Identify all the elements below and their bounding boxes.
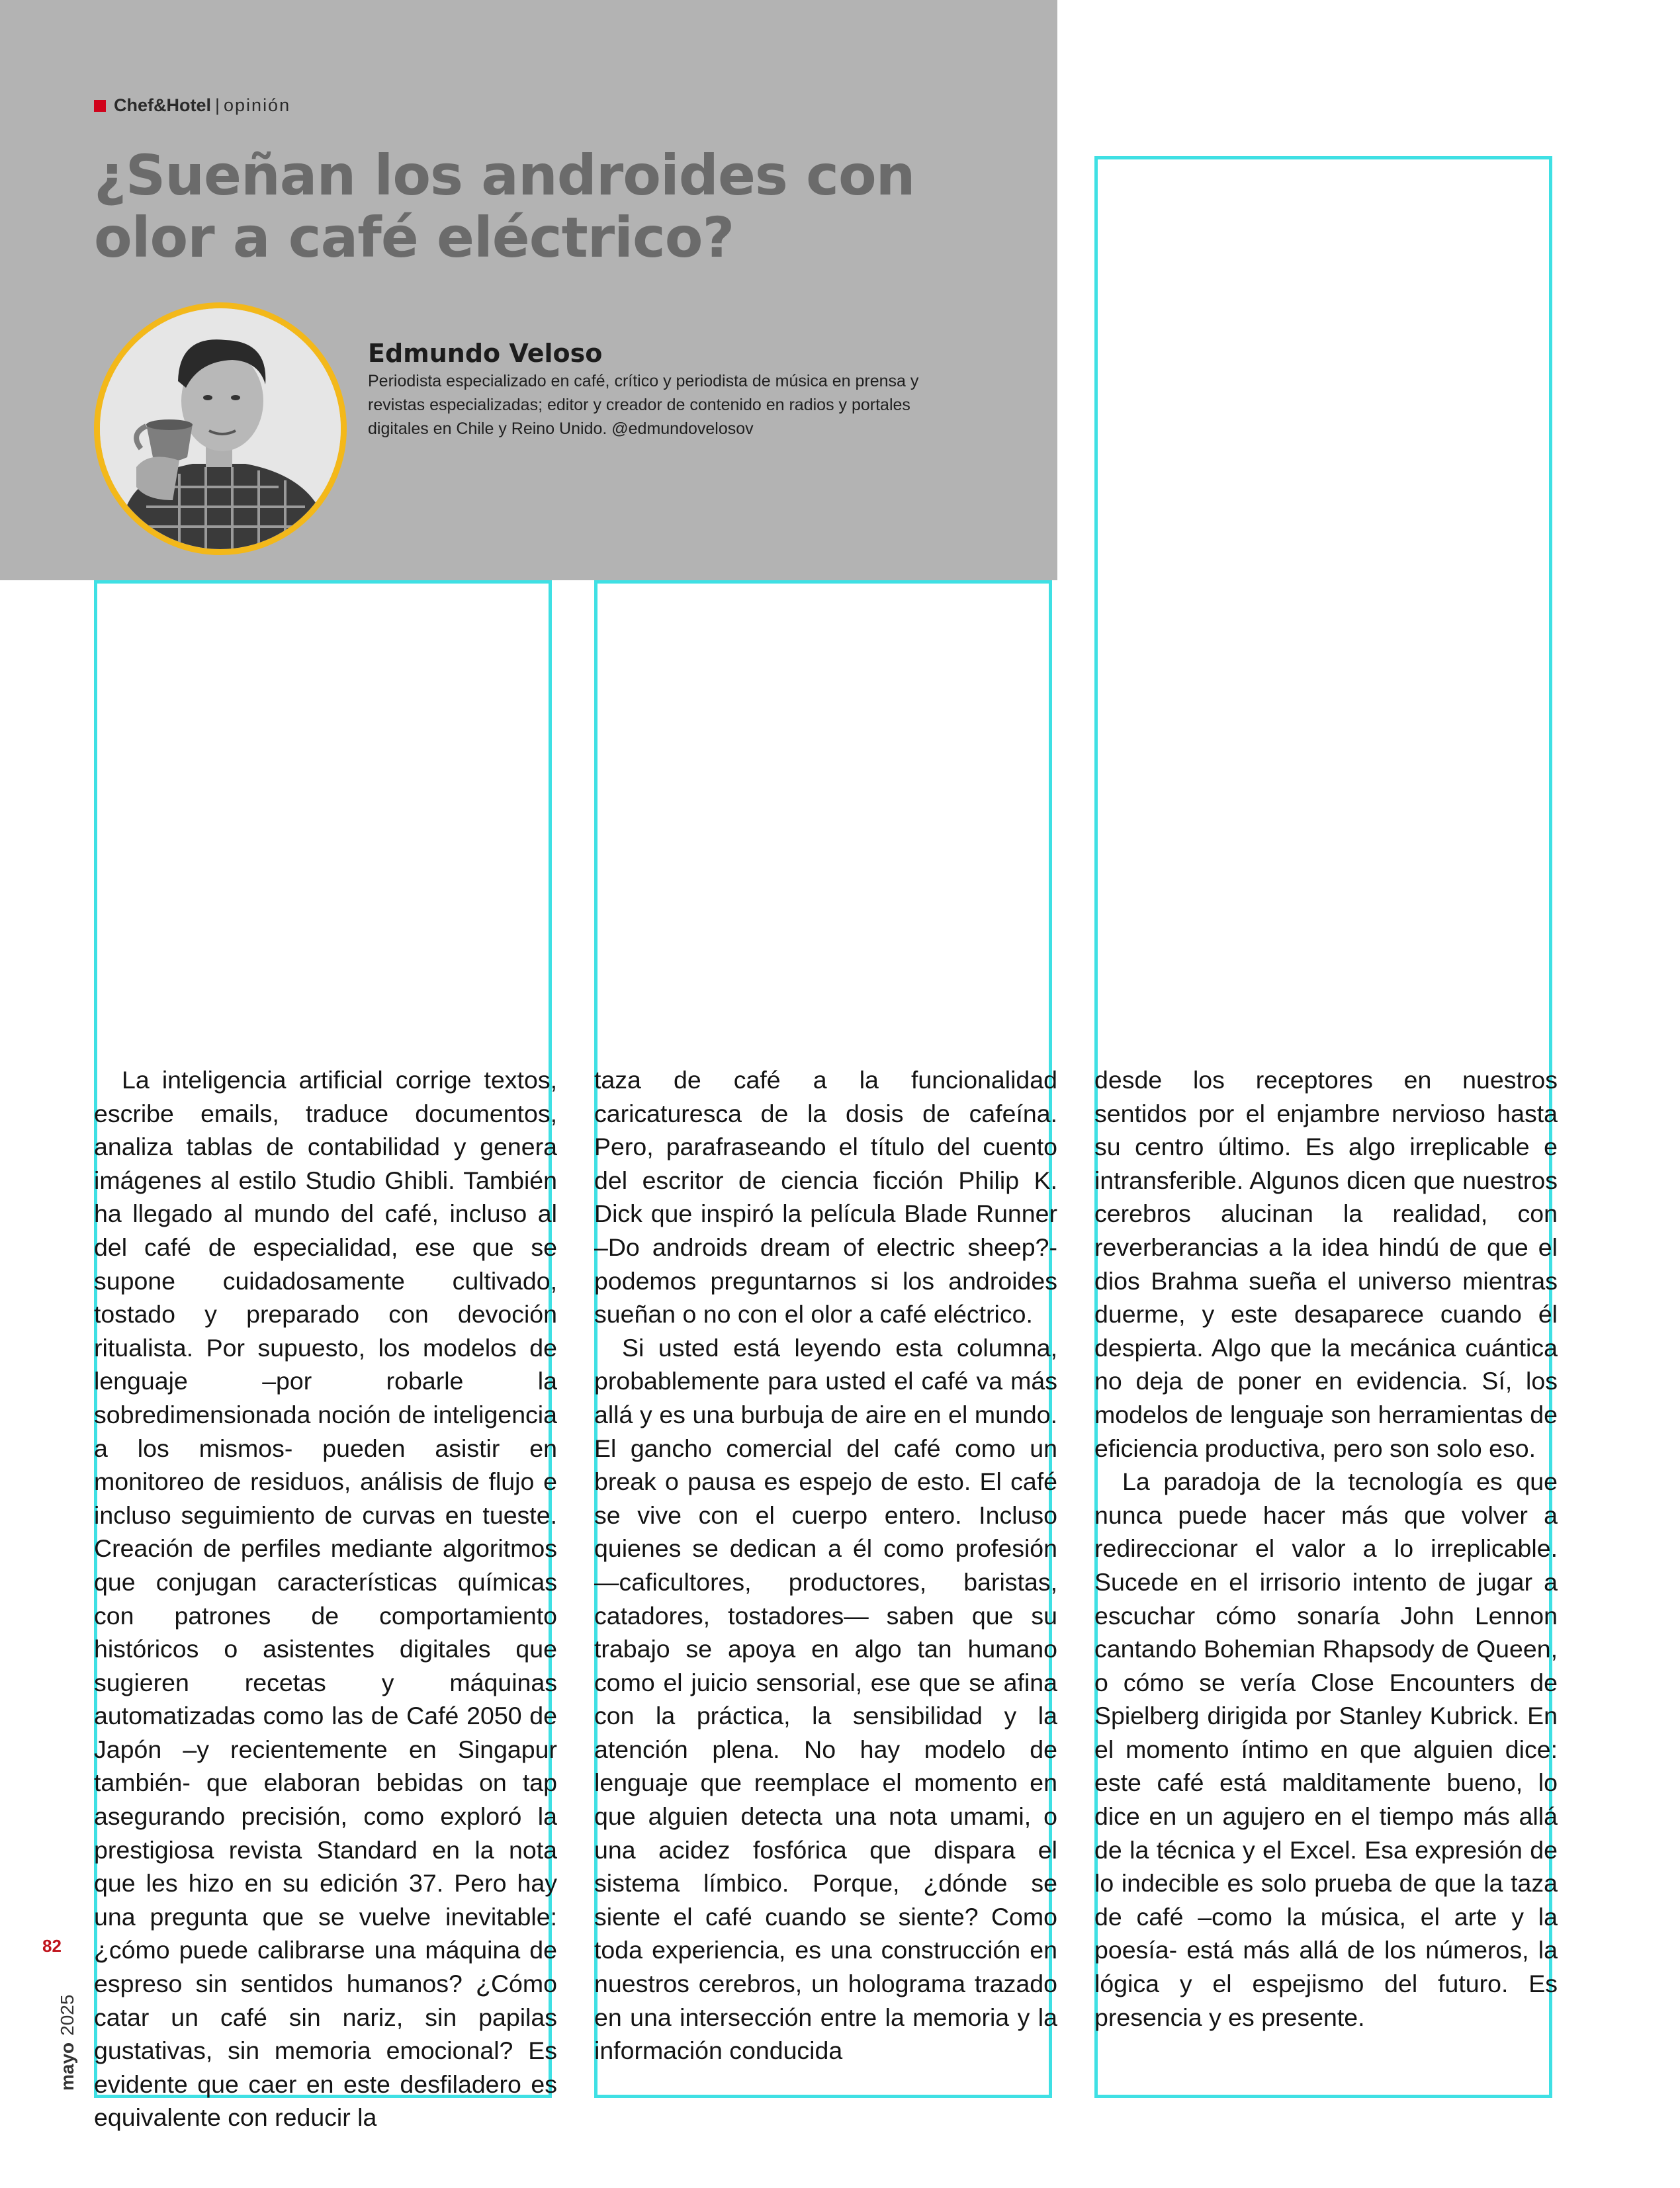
paragraph: Si usted está leyendo esta columna, probablemente para usted el café va más allá y es una burbuja de aire en el mundo. El gancho comercial del café como un break o pausa es espejo de esto. El café se vive con el cuerpo entero. Incluso quienes se dedican a él como profesión —caficultores, productores, baristas, catadores, tostadores— saben que su trabajo se apoya en algo tan humano como el juicio sensorial, ese que se afina con la práctica, la sensibilidad y la atención plena. No hay modelo de lenguaje que reemplace el momento en que alguien detecta una nota umami, o una acidez fosfórica que dispara el sistema límbico. Porque, ¿dónde se siente el café cuando se siente? Como toda experiencia, es una construcción en nuestros cerebros, un holograma trazado en una intersección entre la memoria y la información conducida xyxy=(594,1333,1057,2065)
paragraph: La paradoja de la tecnología es que nunca puede hacer más que volver a redireccionar el valor a lo irreplicable. Sucede en el irrisorio intento de jugar a escuchar cómo sonaría John Lennon cantando Bohemian Rhapsody de Queen, o cómo se vería Close Encounters de Spielberg dirigida por Stanley Kubrick. En el momento íntimo en que alguien dice: este café está malditamente bueno, lo dice en un agujero en el tiempo más allá de la técnica y el Excel. Esa expresión de lo indecible es solo prueba de que la taza de café –como la música, el arte y la poesía- está más allá de los números, la lógica y el espejismo del futuro. Es presencia y es presente. xyxy=(1094,1467,1558,2031)
page-title xyxy=(94,144,954,269)
tag-separator: | xyxy=(215,95,220,115)
author-portrait-icon xyxy=(100,308,341,549)
issue-date xyxy=(57,1995,78,2091)
section-tag xyxy=(94,95,290,116)
paragraph: desde los receptores en nuestros sentidos por el enjambre nervioso hasta su centro último. Es algo irreplicable e intransferible. Algunos dicen que nuestros cerebros alucinan la realidad, con reverberancias a la idea hindú de que el dios Brahma sueña el universo mientras duerme, y este desaparece cuando él despierta. Algo que la mecánica cuántica no deja de poner en evidencia. Sí, los modelos de lenguaje son herramientas de eficiencia productiva, pero son solo eso. xyxy=(1094,1066,1558,1462)
article-column-3 xyxy=(1094,1063,1558,2034)
title-line-1: ¿Sueñan los androides con xyxy=(94,143,915,208)
issue-year: 2025 xyxy=(57,1994,77,2036)
brand-label: Chef&Hotel xyxy=(114,95,211,115)
paragraph: La inteligencia artificial corrige textos, escribe emails, traduce documentos, analiza tablas de contabilidad y genera imágenes al estilo Studio Ghibli. También ha llegado al mundo del café, incluso al del café de especialidad, ese que se supone cuidadosamente cultivado, tostado y preparado con devoción ritualista. Por supuesto, los modelos de lenguaje –por robarle la sobredimensionada noción de inteligencia a los mismos- pueden asistir en monitoreo de residuos, análisis de flujo e incluso seguimiento de curvas en tueste. Creación de perfiles mediante algoritmos que conjugan características químicas con patrones de comportamiento históricos o asistentes digitales que sugieren recetas y máquinas automatizadas como las de Café 2050 de Japón –y recientemente en Singapur también- que elaboran bebidas on tap asegurando precisión, como exploró la prestigiosa revista Standard en la nota que les hizo en su edición 37. Pero hay una pregunta que se vuelve inevitable: ¿cómo puede calibrarse una máquina de espreso sin sentidos humanos? ¿Cómo catar un café sin nariz, sin papilas gustativas, sin memoria emocional? Es evidente que caer en este desfiladero es equivalente con reducir la xyxy=(94,1066,557,2132)
red-square-icon xyxy=(94,100,106,112)
author-photo xyxy=(94,302,347,555)
article-column-1 xyxy=(94,1063,557,2134)
category-label: opinión xyxy=(224,95,291,115)
author-name: Edmundo Veloso xyxy=(368,339,603,368)
author-bio-line-1: Periodista especializado en café, crítico y periodista de música en prensa y xyxy=(368,372,919,390)
author-bio-line-3: digitales en Chile y Reino Unido. @edmundovelosov xyxy=(368,419,754,438)
author-bio-line-2: revistas especializadas; editor y creador de contenido en radios y portales xyxy=(368,396,910,414)
issue-month: mayo xyxy=(57,2042,77,2091)
article-column-2 xyxy=(594,1063,1057,2068)
page-number: 82 xyxy=(42,1936,62,1956)
paragraph: taza de café a la funcionalidad caricaturesca de la dosis de cafeína. Pero, parafraseando el título del cuento del escritor de ciencia ficción Philip K. Dick que inspiró la película Blade Runner –Do androids dream of electric sheep?- podemos preguntarnos si los androides sueñan o no con el olor a café eléctrico. xyxy=(594,1066,1057,1329)
author-bio xyxy=(368,369,963,441)
title-line-2: olor a café eléctrico? xyxy=(94,205,734,270)
